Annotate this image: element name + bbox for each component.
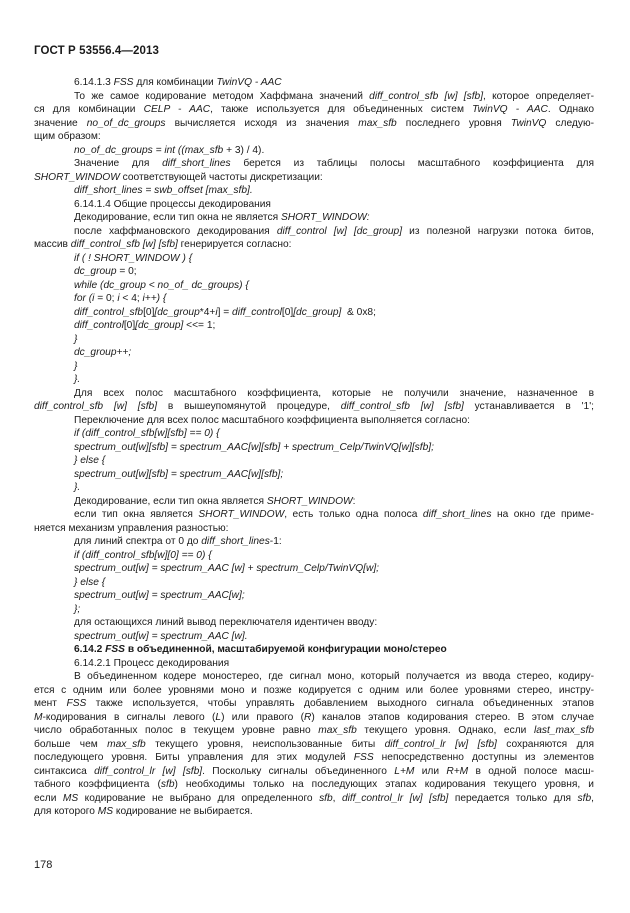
text-line: для линий спектра от 0 до diff_short_lines-1:	[74, 536, 282, 547]
text-line: M-кодирования в сигналы левого (L) или правого (R) каналов этапов кодирования стерео. В этом случае	[34, 711, 594, 723]
text-line: Декодирование, если тип окна является SHORT_WINDOW:	[74, 495, 356, 507]
code-line: for (i = 0; i < 4; i++) {	[74, 293, 167, 304]
code-line: spectrum_out[w] = spectrum_AAC[w];	[74, 590, 245, 601]
code-line: }.	[74, 374, 81, 385]
text-line: массив diff_control_sfb [w] [sfb] генерируется согласно:	[34, 239, 292, 250]
code-line: } else {	[74, 576, 106, 588]
text-line: для которого MS кодирование не выбирается.	[34, 806, 253, 817]
text-line: ся для комбинации CELP - AAC, также используется для объединенных систем TwinVQ - AAC. Однако	[34, 104, 594, 115]
subsection-heading: 6.14.2.1 Процесс декодирования	[74, 657, 230, 669]
document-header: ГОСТ Р 53556.4—2013	[34, 45, 159, 57]
code-line: spectrum_out[w] = spectrum_AAC [w].	[74, 630, 248, 642]
text-line: если тип окна является SHORT_WINDOW, есть только одна полоса diff_short_lines на окно где приме-	[74, 509, 594, 520]
text-line: больше чем max_sfb текущего уровня, неиспользованные биты diff_control_lr [w] [sfb] сохраняются для	[34, 738, 594, 750]
text-line: 6.14.1.3 FSS для комбинации TwinVQ - AAC	[74, 77, 282, 88]
text-line: последующего уровня. Биты управления для этих модулей FSS непосредственно доступны из элементов	[34, 752, 594, 763]
code-line: if ( ! SHORT_WINDOW ) {	[74, 252, 193, 264]
text-line: В объединенном кодере моностерео, где сигнал моно, который получается из ввода стерео, кодиру-	[74, 671, 594, 682]
code-line: };	[74, 603, 81, 615]
code-line: spectrum_out[w][sfb] = spectrum_AAC[w][sfb];	[74, 468, 284, 480]
document-body	[34, 76, 594, 819]
text-line: мент FSS также используется, чтобы управлять добавлением выходного сигнала объединенных этапов	[34, 698, 594, 709]
subsection-heading: 6.14.1.4 Общие процессы декодирования	[74, 198, 271, 210]
section-heading: 6.14.2 FSS в объединенной, масштабируемой конфигурации моно/стерео	[74, 644, 447, 655]
code-line: dc_group = 0;	[74, 266, 137, 277]
code-line: while (dc_group < no_of_ dc_groups) {	[74, 279, 249, 291]
text-line: щим образом:	[34, 131, 101, 142]
text-line: табного коэффициента (sfb) необходимы только на последующих этапах кодирования текущего уровня, и	[34, 779, 594, 790]
code-line: no_of_dc_groups = int ((max_sfb + 3) / 4).	[74, 144, 265, 156]
code-line: dc_group++;	[74, 347, 132, 358]
text-line: синтаксиса diff_control_lr [w] [sfb]. Поскольку сигналы объединенного L+M или R+M в одной полосе масш-	[34, 765, 594, 777]
text-line: ется с одним или более уровнями моно и позже кодируется с одним или более уровнями стерео, инстру-	[34, 684, 594, 696]
text-line: после хаффмановского декодирования diff_control [w] [dc_group] из полезной нагрузки потока битов,	[74, 225, 595, 237]
text-line: То же самое кодирование методом Хаффмана значений diff_control_sfb [w] [sfb], которое определяет-	[74, 90, 594, 102]
code-line: if (diff_control_sfb[w][0] == 0) {	[74, 549, 212, 561]
text-line: diff_control_sfb [w] [sfb] в вышеупомянутой процедуре, diff_control_sfb [w] [sfb] устанавливается в '1';	[34, 401, 595, 412]
text-line: если MS кодирование не выбрано для определенного sfb, diff_control_lr [w] [sfb] передается только для sfb,	[34, 792, 594, 804]
code-line: spectrum_out[w][sfb] = spectrum_AAC[w][sfb] + spectrum_Celp/TwinVQ[w][sfb];	[74, 441, 434, 453]
text-line: Для всех полос масштабного коэффициента, которые не получили значение, назначенное в	[74, 387, 594, 399]
text-line: Декодирование, если тип окна не является SHORT_WINDOW:	[74, 212, 370, 223]
text-line: SHORT_WINDOW соответствующей частоты дискретизации:	[34, 171, 323, 183]
text-line: Значение для diff_short_lines берется из таблицы полосы масштабного коэффициента для	[74, 158, 594, 169]
text-line: няется механизм управления разностью:	[34, 522, 229, 534]
text-line: для остающихся линий вывод переключателя идентичен вводу:	[74, 617, 378, 628]
code-line: }	[74, 360, 78, 372]
text-line: значение no_of_dc_groups вычисляется исходя из значения max_sfb последнего уровня TwinVQ следую-	[34, 117, 594, 129]
code-line: }	[74, 333, 78, 345]
text-line: число обработанных полос в текущем уровне равно max_sfb текущего уровня. Однако, если last_max_sfb	[34, 725, 594, 736]
code-line: if (diff_control_sfb[w][sfb] == 0) {	[74, 428, 220, 439]
code-line: spectrum_out[w] = spectrum_AAC [w] + spectrum_Celp/TwinVQ[w];	[74, 563, 379, 574]
code-line: } else {	[74, 455, 106, 466]
text-line: Переключение для всех полос масштабного коэффициента выполняется согласно:	[74, 414, 470, 426]
code-line: diff_control[0][dc_group] <<= 1;	[74, 320, 216, 331]
code-line: }.	[74, 482, 81, 493]
code-line: diff_control_sfb[0][dc_group*4+i] = diff_control[0][dc_group] & 0x8;	[74, 306, 376, 318]
page-number: 178	[34, 859, 53, 871]
code-line: diff_short_lines = swb_offset [max_sfb].	[74, 185, 253, 196]
